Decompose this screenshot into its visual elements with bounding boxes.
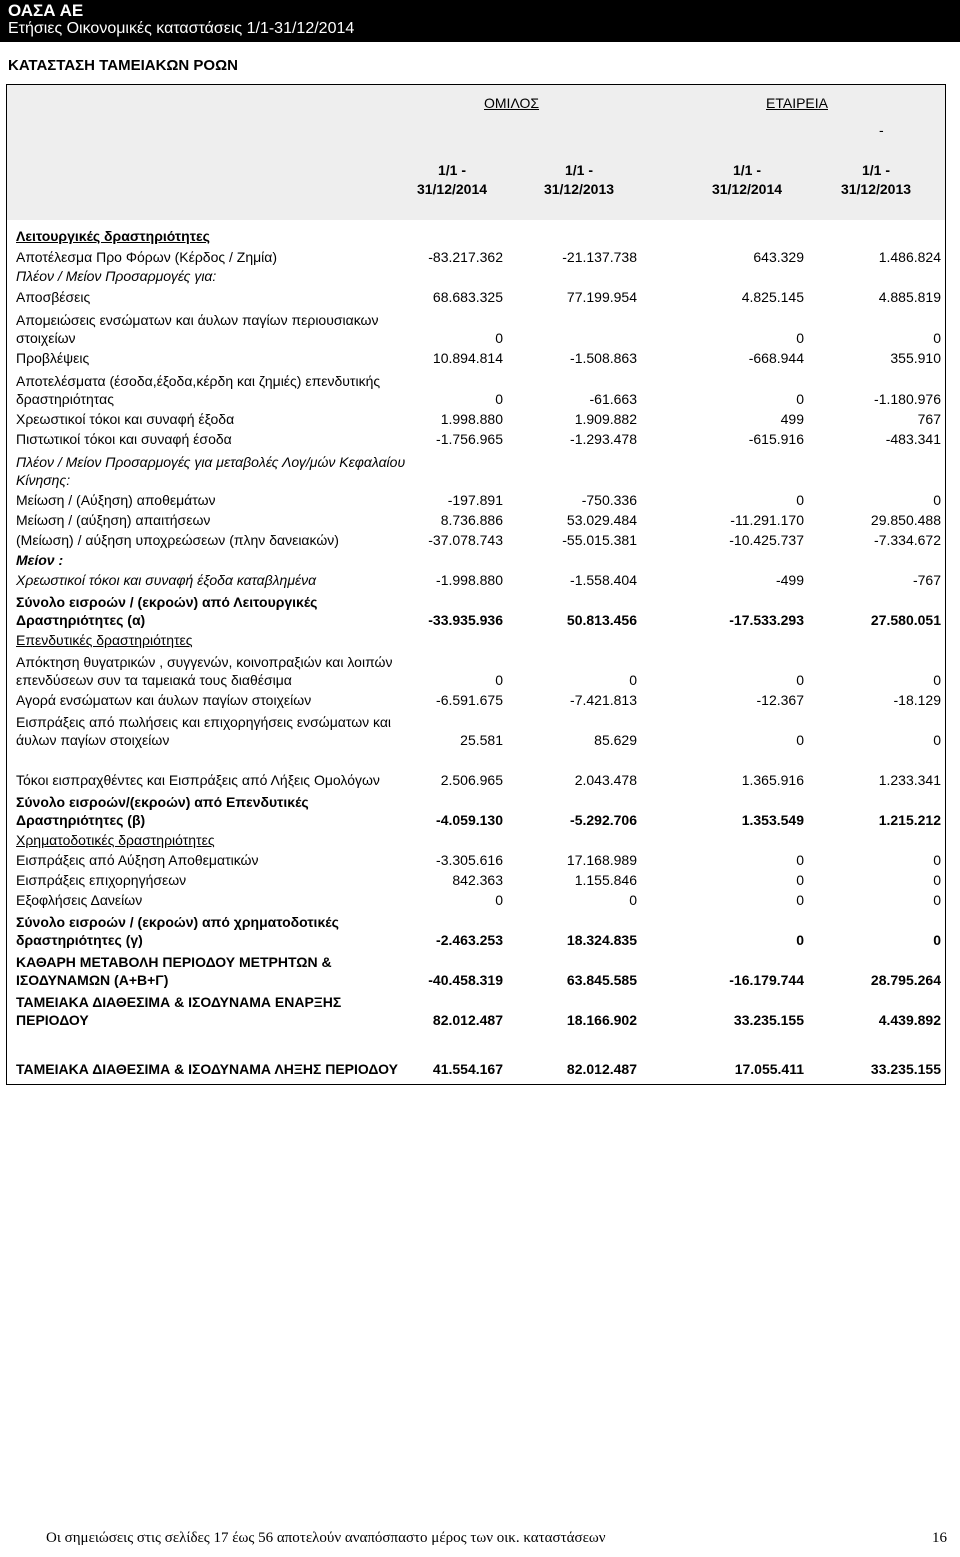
row-label: Επενδυτικές δραστηριότητες [16, 632, 193, 648]
cell-value: 0 [933, 672, 941, 688]
cell-value: 0 [495, 672, 503, 688]
cell-value: -1.558.404 [570, 572, 637, 588]
cell-value: -83.217.362 [428, 249, 503, 265]
row-label: Αγορά ενσώματων και άυλων παγίων στοιχείων [16, 692, 312, 708]
cell-value: 0 [629, 672, 637, 688]
cell-value: -1.180.976 [874, 391, 941, 407]
cell-value: 842.363 [452, 872, 503, 888]
cell-value: 1.909.882 [574, 411, 637, 427]
cell-value: 63.845.585 [566, 972, 637, 988]
cell-value: -3.305.616 [436, 852, 503, 868]
cell-value: 77.199.954 [566, 289, 637, 305]
cell-value: 1.486.824 [878, 249, 941, 265]
cell-value: 0 [933, 852, 941, 868]
company-heading: ΕΤΑΙΡΕΙΑ [766, 95, 828, 111]
cell-value: 0 [796, 892, 804, 908]
row-label: Χρεωστικοί τόκοι και συναφή έξοδα [16, 411, 235, 427]
cell-value: 0 [796, 492, 804, 508]
cell-value: -1.998.880 [436, 572, 503, 588]
section-title: ΚΑΤΑΣΤΑΣΗ ΤΑΜΕΙΑΚΩΝ ΡΟΩΝ [8, 57, 238, 74]
cell-value: -61.663 [589, 391, 637, 407]
cell-value: 1.155.846 [574, 872, 637, 888]
row-label: Σύνολο εισροών/(εκροών) από Επενδυτικές Δραστηριότητες (β) [16, 794, 309, 828]
row-label: ΤΑΜΕΙΑΚΑ ΔΙΑΘΕΣΙΜΑ & ΙΣΟΔΥΝΑΜΑ ΕΝΑΡΞΗΣ ΠΕΡΙΟΔΟΥ [16, 994, 342, 1028]
cell-value: 41.554.167 [432, 1061, 503, 1077]
cell-value: -10.425.737 [729, 532, 804, 548]
row-label: Σύνολο εισροών / (εκροών) από Λειτουργικές Δραστηριότητες (α) [16, 594, 318, 628]
cell-value: -7.334.672 [874, 532, 941, 548]
cell-value: 68.683.325 [432, 289, 503, 305]
column-header-3-line2: 31/12/2014 [711, 181, 783, 197]
cell-value: 0 [796, 872, 804, 888]
row-label: (Μείωση) / αύξηση υποχρεώσεων (πλην δανειακών) [16, 532, 339, 548]
cell-value: 82.012.487 [566, 1061, 637, 1077]
cell-value: 4.885.819 [878, 289, 941, 305]
cell-value: 0 [796, 391, 804, 407]
cell-value: -12.367 [756, 692, 804, 708]
row-label: Μείωση / (αύξηση) απαιτήσεων [16, 512, 211, 528]
cell-value: -5.292.706 [570, 812, 637, 828]
cell-value: -668.944 [748, 350, 804, 366]
cell-value: -7.421.813 [570, 692, 637, 708]
row-label: ΤΑΜΕΙΑΚΑ ΔΙΑΘΕΣΙΜΑ & ΙΣΟΔΥΝΑΜΑ ΛΗΞΗΣ ΠΕΡΙΟΔΟΥ [16, 1061, 398, 1077]
footer-note: Οι σημειώσεις στις σελίδες 17 έως 56 αποτελούν αναπόσπαστο μέρος των οικ. καταστάσεων [46, 1530, 606, 1546]
cash-flow-table [6, 84, 946, 1085]
cell-value: -1.293.478 [570, 431, 637, 447]
cell-value: 1.998.880 [440, 411, 503, 427]
cell-value: -18.129 [893, 692, 941, 708]
cell-value: 0 [796, 932, 804, 948]
cell-value: 1.215.212 [878, 812, 941, 828]
cell-value: 0 [495, 892, 503, 908]
cell-value: -1.756.965 [436, 431, 503, 447]
cell-value: 0 [495, 391, 503, 407]
row-label: Χρηματοδοτικές δραστηριότητες [16, 832, 215, 848]
row-label: Αποσβέσεις [16, 289, 91, 305]
row-label: Μείωση / (Αύξηση) αποθεμάτων [16, 492, 216, 508]
row-label: Χρεωστικοί τόκοι και συναφή έξοδα καταβλημένα [16, 572, 317, 588]
cell-value: 85.629 [594, 732, 637, 748]
cell-value: 0 [796, 330, 804, 346]
row-label: Εισπράξεις από πωλήσεις και επιχορηγήσεις ενσώματων και άυλων παγίων στοιχείων [16, 714, 392, 748]
column-header-3-line1: 1/1 - [732, 162, 761, 178]
page-number: 16 [932, 1530, 947, 1546]
cell-value: 355.910 [890, 350, 941, 366]
company-name: ΟΑΣΑ ΑΕ [8, 1, 84, 20]
row-label: Λειτουργικές δραστηριότητες [16, 228, 210, 244]
row-label: Απομειώσεις ενσώματων και άυλων παγίων περιουσιακων στοιχείων [16, 312, 379, 346]
cell-value: 4.825.145 [741, 289, 804, 305]
row-label: Τόκοι εισπραχθέντες και Εισπράξεις από Λήξεις Ομολόγων [16, 772, 380, 788]
column-header-4-line1: 1/1 - [861, 162, 890, 178]
column-header-4-line2: 31/12/2013 [840, 181, 912, 197]
cell-value: 1.353.549 [741, 812, 804, 828]
cell-value: -6.591.675 [436, 692, 503, 708]
cell-value: 27.580.051 [870, 612, 941, 628]
cell-value: 18.166.902 [566, 1012, 637, 1028]
report-subtitle: Ετήσιες Οικονομικές καταστάσεις 1/1-31/12/2014 [8, 20, 355, 37]
cell-value: 0 [933, 330, 941, 346]
cell-value: -40.458.319 [428, 972, 503, 988]
row-label: ΚΑΘΑΡΗ ΜΕΤΑΒΟΛΗ ΠΕΡΙΟΔΟΥ ΜΕΤΡΗΤΩΝ & ΙΣΟΔΥΝΑΜΩΝ (Α+Β+Γ) [16, 954, 332, 988]
header-dash: - [879, 122, 884, 138]
cell-value: -767 [912, 572, 941, 588]
cell-value: 1.233.341 [878, 772, 941, 788]
cell-value: 33.235.155 [733, 1012, 804, 1028]
cell-value: 0 [796, 672, 804, 688]
cell-value: 0 [796, 732, 804, 748]
cell-value: -21.137.738 [562, 249, 637, 265]
cell-value: 17.055.411 [734, 1061, 804, 1077]
cell-value: -4.059.130 [436, 812, 503, 828]
cell-value: -17.533.293 [729, 612, 804, 628]
cell-value: -483.341 [885, 431, 941, 447]
column-header-2-line1: 1/1 - [564, 162, 593, 178]
row-label: Εξοφλήσεις Δανείων [16, 892, 143, 908]
cell-value: 0 [933, 872, 941, 888]
cell-value: 2.043.478 [574, 772, 637, 788]
cell-value: -33.935.936 [428, 612, 503, 628]
cell-value: 1.365.916 [741, 772, 804, 788]
cell-value: 28.795.264 [870, 972, 941, 988]
cell-value: 18.324.835 [566, 932, 637, 948]
cell-value: -750.336 [581, 492, 637, 508]
row-label: Αποτέλεσμα Προ Φόρων (Κέρδος / Ζημία) [16, 249, 278, 265]
cell-value: -2.463.253 [436, 932, 503, 948]
document-header [0, 0, 960, 42]
cell-value: 499 [780, 411, 804, 427]
cell-value: 0 [933, 892, 941, 908]
row-label: Απόκτηση θυγατρικών , συγγενών, κοινοπραξιών και λοιπών επενδύσεων συν τα ταμειακά τους διαθέσιμα [16, 654, 393, 688]
cell-value: 0 [933, 932, 941, 948]
cell-value: -11.291.170 [730, 512, 804, 528]
cell-value: -197.891 [447, 492, 503, 508]
cell-value: 0 [629, 892, 637, 908]
row-label: Εισπράξεις από Αύξηση Αποθεματικών [16, 852, 259, 868]
cell-value: -499 [775, 572, 804, 588]
row-label: Πλέον / Μείον Προσαρμογές για: [16, 268, 217, 284]
row-label: Εισπράξεις επιχορηγήσεων [16, 872, 187, 888]
cell-value: 0 [933, 732, 941, 748]
row-label: Πλέον / Μείον Προσαρμογές για μεταβολές Λογ/μών Κεφαλαίου Κίνησης: [16, 454, 406, 488]
cell-value: 53.029.484 [566, 512, 637, 528]
row-label: Μείον : [16, 552, 64, 568]
cell-value: -55.015.381 [562, 532, 637, 548]
cell-value: 0 [796, 852, 804, 868]
cell-value: 33.235.155 [870, 1061, 941, 1077]
cell-value: -37.078.743 [428, 532, 503, 548]
row-label: Προβλέψεις [16, 350, 90, 366]
cell-value: -1.508.863 [570, 350, 637, 366]
cell-value: 767 [917, 411, 941, 427]
cell-value: 2.506.965 [440, 772, 503, 788]
cell-value: 10.894.814 [432, 350, 503, 366]
cell-value: 4.439.892 [878, 1012, 941, 1028]
column-header-1-line1: 1/1 - [437, 162, 466, 178]
column-header-2-line2: 31/12/2013 [543, 181, 615, 197]
cell-value: 643.329 [753, 249, 804, 265]
row-label: Αποτελέσματα (έσοδα,έξοδα,κέρδη και ζημιές) επενδυτικής δραστηριότητας [16, 373, 381, 407]
cell-value: 29.850.488 [870, 512, 941, 528]
column-header-1-line2: 31/12/2014 [416, 181, 488, 197]
cell-value: 8.736.886 [440, 512, 503, 528]
cell-value: 0 [495, 330, 503, 346]
cell-value: 17.168.989 [566, 852, 637, 868]
cell-value: 82.012.487 [432, 1012, 503, 1028]
cell-value: 25.581 [460, 732, 503, 748]
group-heading: ΟΜΙΛΟΣ [484, 95, 540, 111]
cell-value: -16.179.744 [729, 972, 804, 988]
table-row [7, 85, 945, 1078]
cell-value: -615.916 [748, 431, 804, 447]
row-label: Πιστωτικοί τόκοι και συναφή έσοδα [16, 431, 232, 447]
cell-value: 50.813.456 [566, 612, 637, 628]
row-label: Σύνολο εισροών / (εκροών) από χρηματοδοτικές δραστηριότητες (γ) [16, 914, 339, 948]
cell-value: 0 [933, 492, 941, 508]
